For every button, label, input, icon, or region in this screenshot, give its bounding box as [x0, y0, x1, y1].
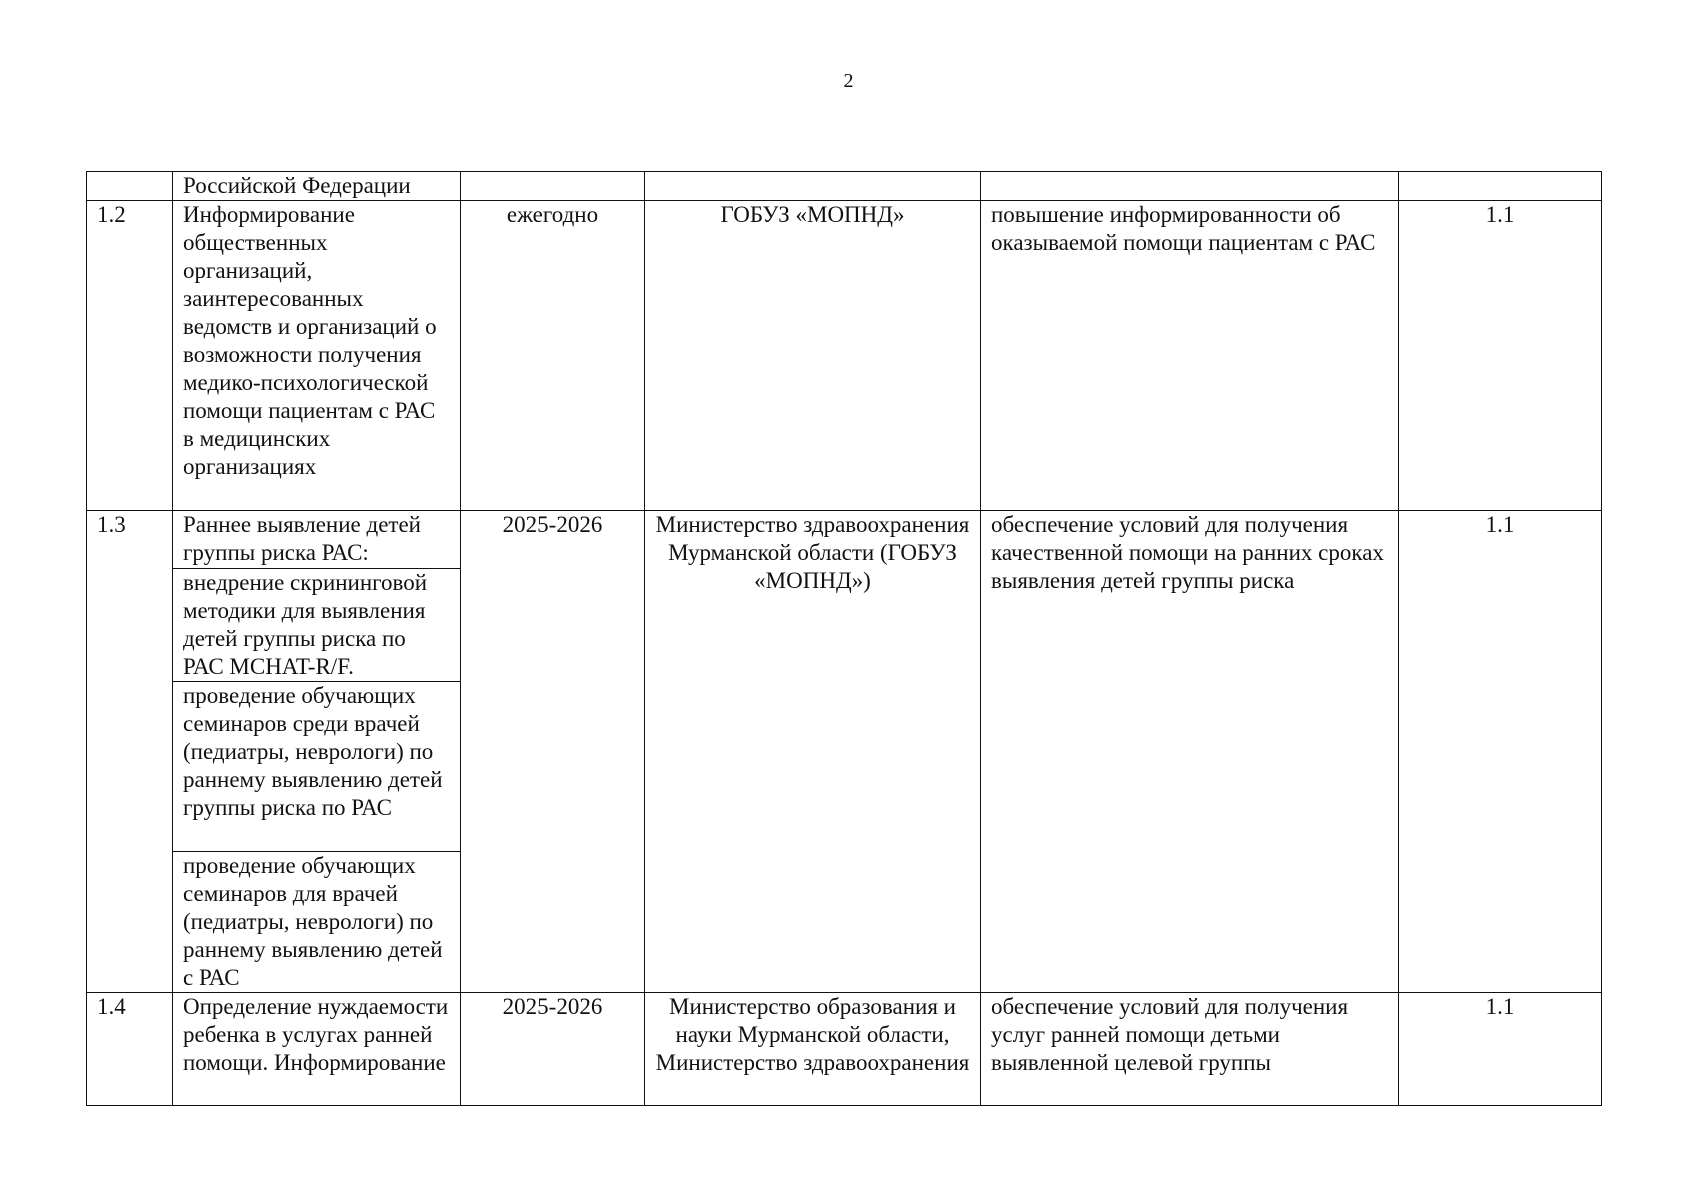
table-row [87, 201, 1602, 511]
executor-cell: ГОБУЗ «МОПНД» [645, 201, 981, 511]
activity-subitem: проведение обучающих семинаров среди врачей (педиатры, неврологи) по раннему выявлению детей группы риска по РАС [173, 681, 460, 851]
activity-subitem: проведение обучающих семинаров для врачей (педиатры, неврологи) по раннему выявлению детей с РАС [173, 851, 460, 992]
activity-cell: Информирование общественных организаций, заинтересованных ведомств и организаций о возможности получения медико-психологической помощи пациентам с РАС в медицинских организациях [173, 201, 461, 511]
table-row [87, 511, 1602, 993]
activity-subitem: Раннее выявление детей группы риска РАС: [183, 512, 421, 565]
indicator-cell: 1.1 [1399, 201, 1602, 511]
activity-cell: Определение нуждаемости ребенка в услугах ранней помощи. Информирование [173, 993, 461, 1106]
result-cell [981, 172, 1399, 201]
executor-cell: Министерство образования и науки Мурманской области, Министерство здравоохранения [645, 993, 981, 1106]
indicator-cell: 1.1 [1399, 993, 1602, 1106]
activity-cell: Российской Федерации [173, 172, 461, 201]
executor-cell: Министерство здравоохранения Мурманской области (ГОБУЗ «МОПНД») [645, 511, 981, 993]
row-number-cell: 1.4 [87, 993, 173, 1106]
indicator-cell: 1.1 [1399, 511, 1602, 993]
term-cell: 2025-2026 [461, 511, 645, 993]
row-number-cell: 1.2 [87, 201, 173, 511]
activity-cell [173, 511, 461, 993]
measures-table [86, 171, 1602, 1106]
activity-subitem: внедрение скрининговой методики для выявления детей группы риска по РАС MCHAT-R/F. [173, 568, 460, 681]
executor-cell [645, 172, 981, 201]
result-cell: обеспечение условий для получения услуг ранней помощи детьми выявленной целевой группы [981, 993, 1399, 1106]
row-number-cell [87, 172, 173, 201]
page-number: 2 [843, 70, 854, 92]
term-cell [461, 172, 645, 201]
result-cell: обеспечение условий для получения качественной помощи на ранних сроках выявления детей группы риска [981, 511, 1399, 993]
indicator-cell [1399, 172, 1602, 201]
term-cell: 2025-2026 [461, 993, 645, 1106]
row-number-cell: 1.3 [87, 511, 173, 993]
result-cell: повышение информированности об оказываемой помощи пациентам с РАС [981, 201, 1399, 511]
table-row [87, 172, 1602, 201]
term-cell: ежегодно [461, 201, 645, 511]
table-row [87, 993, 1602, 1106]
